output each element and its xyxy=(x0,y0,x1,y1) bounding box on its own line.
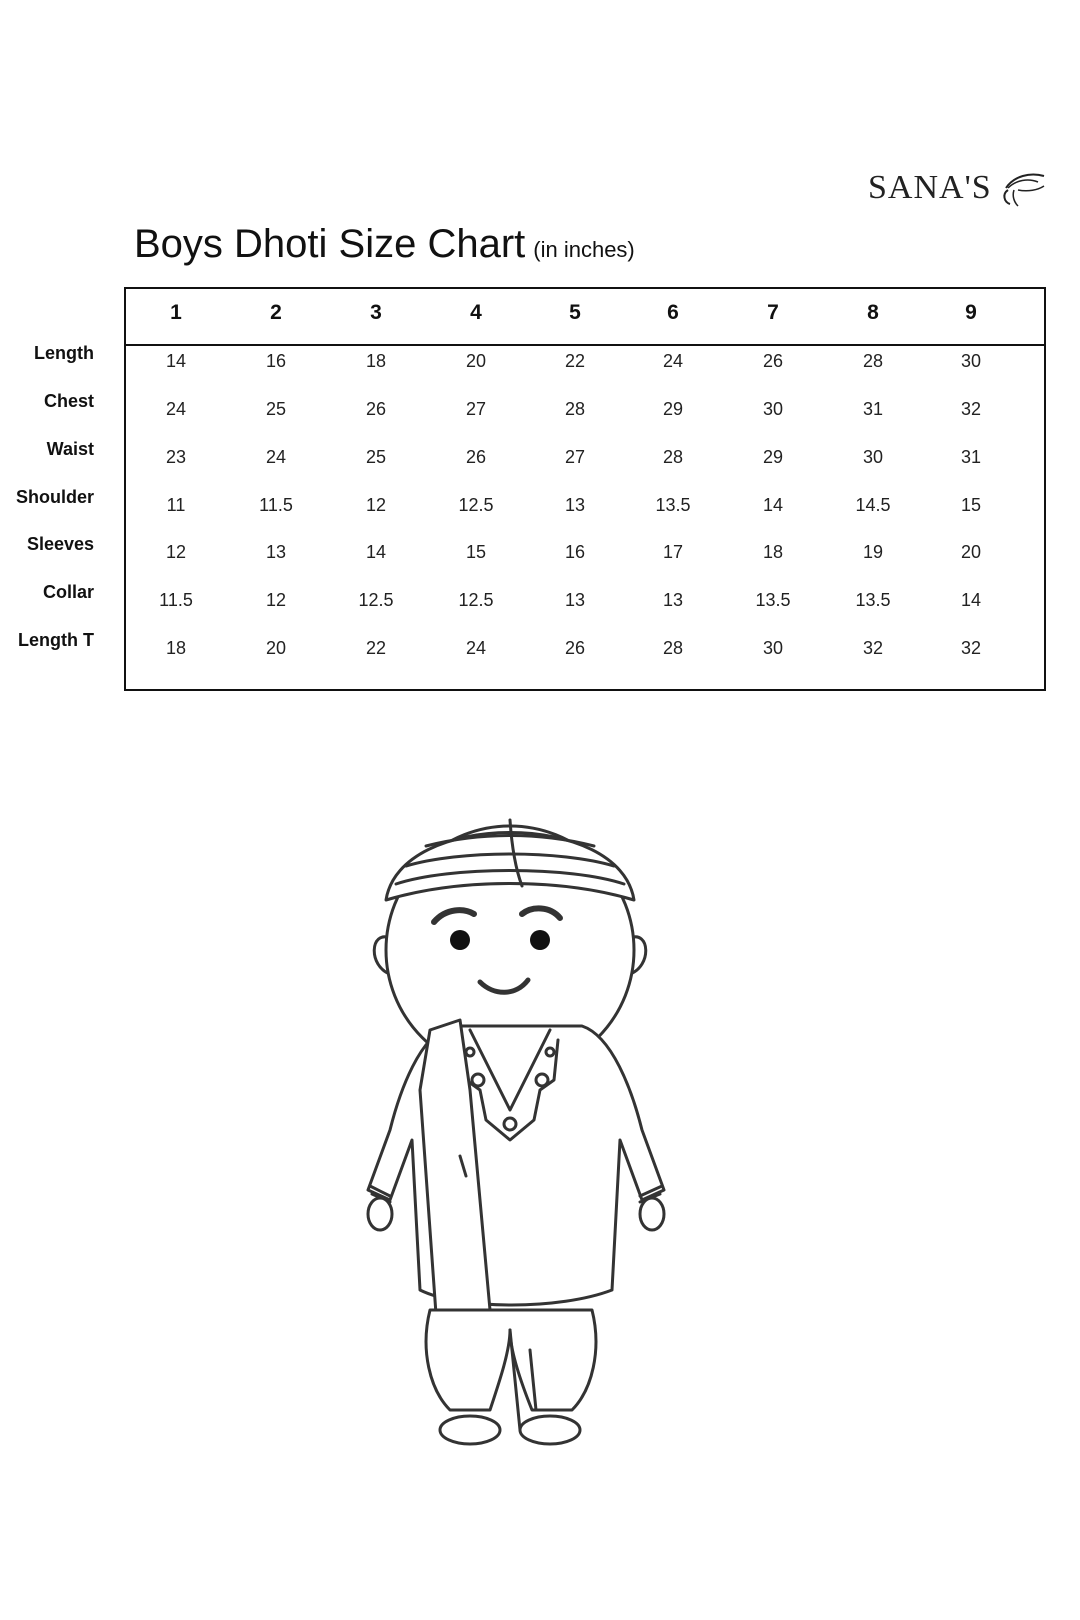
table-cell: 13.5 xyxy=(755,590,791,610)
table-cell: 13 xyxy=(662,590,684,610)
boy-in-kurta-dhoti-icon xyxy=(360,790,680,1500)
table-cell: 24 xyxy=(165,399,187,419)
row-label: Shoulder xyxy=(15,487,94,507)
table-cell: 12.5 xyxy=(458,590,494,610)
table-cell: 31 xyxy=(862,399,884,419)
table-cell: 14.5 xyxy=(855,495,891,515)
table-cell: 12 xyxy=(165,542,187,562)
table-cell: 28 xyxy=(662,447,684,467)
table-cell: 12 xyxy=(365,495,387,515)
units-subtitle: (in inches) xyxy=(533,237,635,262)
table-cell: 15 xyxy=(465,542,487,562)
column-header: 8 xyxy=(867,301,879,324)
column-header: 4 xyxy=(470,301,482,324)
table-cell: 11.5 xyxy=(159,590,193,610)
column-header: 3 xyxy=(370,301,382,324)
table-cell: 27 xyxy=(465,399,487,419)
table-cell: 12.5 xyxy=(458,495,494,515)
row-label: Collar xyxy=(42,582,94,602)
row-label: Sleeves xyxy=(26,534,94,554)
column-header: 6 xyxy=(667,301,679,324)
table-cell: 11.5 xyxy=(259,495,293,515)
page-title: Boys Dhoti Size Chart xyxy=(134,222,526,266)
table-cell: 32 xyxy=(862,638,884,658)
table-cell: 13.5 xyxy=(655,495,691,515)
table-cell: 26 xyxy=(465,447,487,467)
table-cell: 23 xyxy=(165,447,187,467)
table-cell: 18 xyxy=(762,542,784,562)
table-cell: 13 xyxy=(564,495,586,515)
table-cell: 24 xyxy=(465,638,487,658)
table-cell: 13.5 xyxy=(855,590,891,610)
table-cell: 17 xyxy=(662,542,684,562)
size-chart-table xyxy=(124,287,1046,691)
table-cell: 32 xyxy=(960,638,982,658)
table-cell: 11 xyxy=(166,495,186,515)
table-cell: 14 xyxy=(960,590,982,610)
table-cell: 13 xyxy=(265,542,287,562)
table-cell: 22 xyxy=(564,351,586,371)
table-cell: 14 xyxy=(365,542,387,562)
table-cell: 29 xyxy=(662,399,684,419)
brand-mark-icon xyxy=(998,168,1046,208)
row-label: Length xyxy=(34,343,94,363)
table-cell: 20 xyxy=(265,638,287,658)
table-cell: 18 xyxy=(165,638,187,658)
row-label: Chest xyxy=(43,391,94,411)
table-cell: 22 xyxy=(365,638,387,658)
table-cell: 20 xyxy=(960,542,982,562)
table-cell: 20 xyxy=(465,351,487,371)
column-header: 9 xyxy=(965,301,977,324)
table-cell: 14 xyxy=(165,351,187,371)
table-cell: 30 xyxy=(960,351,982,371)
table-cell: 28 xyxy=(564,399,586,419)
table-cell: 30 xyxy=(762,399,784,419)
table-cell: 24 xyxy=(662,351,684,371)
table-cell: 25 xyxy=(365,447,387,467)
table-cell: 26 xyxy=(762,351,784,371)
column-header: 2 xyxy=(270,301,282,324)
table-cell: 14 xyxy=(762,495,784,515)
table-cell: 15 xyxy=(960,495,982,515)
table-cell: 16 xyxy=(564,542,586,562)
table-cell: 19 xyxy=(862,542,884,562)
row-label: Length T xyxy=(18,630,94,650)
table-cell: 27 xyxy=(564,447,586,467)
table-cell: 26 xyxy=(365,399,387,419)
column-header: 5 xyxy=(569,301,581,324)
header-divider xyxy=(126,344,1044,346)
chart-heading xyxy=(134,222,635,267)
table-cell: 30 xyxy=(862,447,884,467)
table-cell: 32 xyxy=(960,399,982,419)
table-cell: 30 xyxy=(762,638,784,658)
table-cell: 24 xyxy=(265,447,287,467)
table-cell: 29 xyxy=(762,447,784,467)
brand-name: SANA'S xyxy=(868,169,992,206)
table-cell: 28 xyxy=(862,351,884,371)
row-label: Waist xyxy=(46,439,94,459)
column-header: 7 xyxy=(767,301,779,324)
table-cell: 25 xyxy=(265,399,287,419)
table-cell: 12.5 xyxy=(358,590,394,610)
table-cell: 26 xyxy=(564,638,586,658)
table-cell: 12 xyxy=(265,590,287,610)
table-cell: 13 xyxy=(564,590,586,610)
table-cell: 18 xyxy=(365,351,387,371)
column-header: 1 xyxy=(170,301,182,324)
brand-logo xyxy=(868,168,1046,208)
table-cell: 31 xyxy=(960,447,982,467)
table-cell: 28 xyxy=(662,638,684,658)
table-cell: 16 xyxy=(265,351,287,371)
